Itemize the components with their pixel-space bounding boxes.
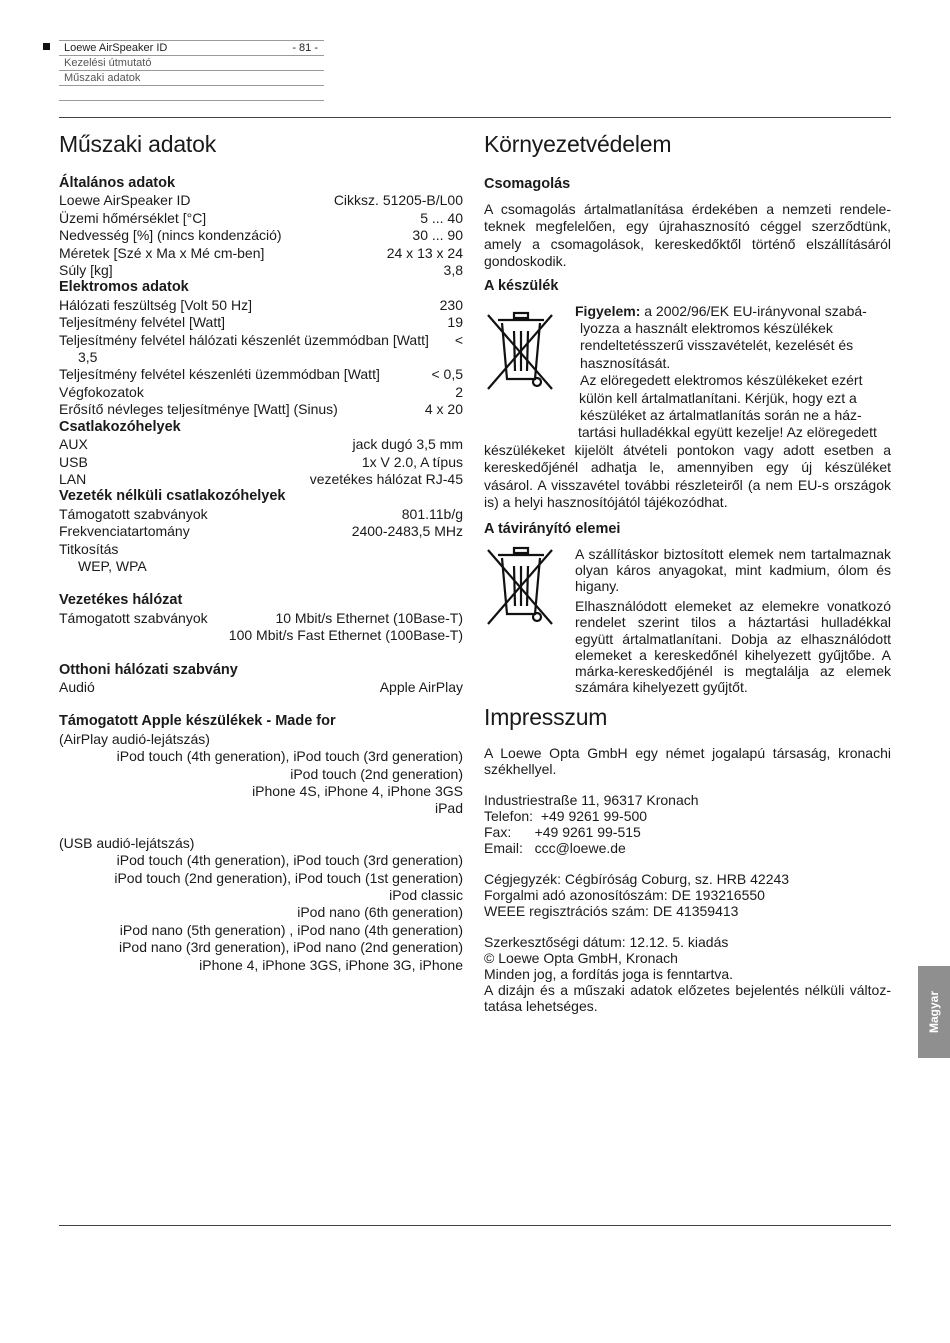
battery-disposal-block (484, 546, 891, 696)
spec-key: Támogatott szabványok (59, 505, 208, 522)
spec-row (59, 332, 463, 349)
spec-value: 19 (447, 314, 463, 331)
device-line: lyozza a használt elektromos készülékek (580, 320, 833, 337)
spec-key: AUX (59, 436, 88, 453)
spec-row (59, 436, 463, 453)
imprint-editorial (484, 934, 891, 1014)
general-heading: Általános adatok (59, 175, 176, 191)
spec-value: 10 Mbit/s Ethernet (10Base-T) (275, 609, 463, 626)
device-line: a 2002/96/EK EU-irányvonal szabá- (640, 302, 867, 319)
imprint-fax: Fax: +49 9261 99-515 (484, 824, 641, 841)
device-line: Az elöregedett elektromos készülékeket ezért (580, 372, 863, 389)
imprint-company-register: Cégjegyzék: Cégbíróság Coburg, sz. HRB 42243 (484, 871, 790, 888)
attention-label: Figyelem: (575, 302, 641, 319)
header-sub1: Kezelési útmutató (59, 55, 324, 70)
imprint-notice: A dizájn és a műszaki adatok előzetes bejelentés nélküli változ-tatása lehetséges. (484, 982, 891, 1015)
header-product: Loewe AirSpeaker ID (64, 42, 168, 54)
spec-row (59, 471, 463, 488)
header-sub2: Műszaki adatok (59, 70, 324, 85)
spec-value: 24 x 13 x 24 (386, 244, 463, 261)
left-column (59, 130, 463, 974)
page-header (59, 40, 324, 101)
spec-value: 4 x 20 (424, 401, 463, 418)
imprint-contact (484, 792, 891, 856)
spec-key: Nedvesség [%] (nincs kondenzáció) (59, 227, 282, 244)
page-number: - 81 - (292, 42, 318, 54)
spec-row (59, 610, 463, 627)
spec-key: Frekvenciatartomány (59, 523, 190, 540)
device-disposal-block (484, 303, 891, 512)
spec-value: 230 (439, 296, 463, 313)
imprint-date: Szerkesztőségi dátum: 12.12. 5. kiadás (484, 934, 729, 951)
usb-device-line: iPod nano (3rd generation), iPod nano (2nd generation) (118, 939, 463, 956)
imprint-email: Email: ccc@loewe.de (484, 840, 626, 857)
spec-row (59, 523, 463, 540)
spec-value: < 0,5 (431, 366, 463, 383)
spec-key: Teljesítmény felvétel hálózati készenlét üzemmódban [Watt] (59, 331, 429, 348)
device-text-rest: készülékeket kijelölt átvételi pontokon vagy adott esetben a kereskedőjénél adhatja le, amennyiben egy új készüléket vásárol. A visszavétel további részleteiről (a nem EU-s országok is) a helyi hasznosítójától tájékozódhat. (484, 441, 891, 511)
language-tab (918, 966, 950, 1058)
encryption-key: Titkosítás (59, 540, 119, 557)
wired-heading: Vezetékes hálózat (59, 592, 183, 609)
spec-row (59, 401, 463, 418)
imprint-registration (484, 871, 891, 919)
imprint-intro: A Loewe Opta GmbH egy német jogalapú társaság, kronachi székhellyel. (484, 745, 891, 778)
spec-value: Cikksz. 51205-B/L00 (333, 192, 463, 209)
apple-heading: Támogatott Apple készülékek - Made for (59, 713, 336, 730)
airplay-device-line: iPod touch (2nd generation) (290, 765, 463, 782)
environment-title: Környezetvédelem (484, 131, 672, 157)
header-bullet (43, 43, 50, 50)
airplay-label: (AirPlay audió-lejátszás) (59, 730, 210, 747)
spec-row (59, 297, 463, 314)
battery-text-p1: A szállításkor biztosított elemek nem tartalmaznak olyan káros anyagokat, mint kadmium, ólom és higany. (575, 545, 891, 594)
top-rule (59, 117, 891, 118)
remote-batteries-heading: A távirányító elemei (484, 520, 621, 537)
usb-device-line: iPod nano (6th generation) (297, 904, 463, 921)
spec-value: Apple AirPlay (379, 678, 463, 695)
spec-key: Súly [kg] (59, 262, 113, 279)
spec-value-lt: < (454, 331, 463, 348)
connectors-heading: Csatlakozóhelyek (59, 418, 181, 435)
usb-device-line: iPhone 4, iPhone 3GS, iPhone 3G, iPhone (199, 956, 463, 973)
spec-row (59, 227, 463, 244)
header-product-row (59, 40, 324, 55)
spec-key: LAN (59, 470, 87, 487)
spec-value: 3,8 (443, 262, 463, 279)
spec-value: 801.11b/g (401, 505, 463, 522)
usb-device-line: iPod nano (5th generation) , iPod nano (4th generation) (119, 921, 463, 938)
packaging-heading: Csomagolás (484, 176, 571, 192)
spec-key: Teljesítmény felvétel készenléti üzemmódban [Watt] (59, 366, 380, 383)
device-line: tartási hulladékkal együtt kezelje! Az elöregedett (578, 424, 877, 441)
airplay-device-line: iPad (434, 800, 463, 817)
spec-value: vezetékes hálózat RJ-45 (309, 470, 463, 487)
spec-key: Végfokozatok (59, 383, 144, 400)
usb-label: (USB audió-lejátszás) (59, 834, 195, 851)
imprint-vat-id: Forgalmi adó azonosítószám: DE 193216550 (484, 887, 765, 904)
device-line: készüléket az ártalmatlanítás során ne a ház- (580, 407, 862, 424)
spec-row (59, 384, 463, 401)
device-heading: A készülék (484, 277, 559, 294)
bottom-rule (59, 1225, 891, 1226)
device-line: hasznosítását. (580, 354, 671, 371)
usb-device-line: iPod classic (389, 887, 463, 904)
wireless-heading: Vezeték nélküli csatlakozóhelyek (59, 488, 286, 505)
airplay-device-line: iPhone 4S, iPhone 4, iPhone 3GS (252, 783, 463, 799)
spec-key: Méretek [Szé x Ma x Mé cm-ben] (59, 244, 265, 261)
spec-value: 30 ... 90 (412, 227, 463, 244)
spec-value-wrapped: 3,5 (78, 349, 98, 366)
spec-row (59, 679, 463, 696)
device-line: külön kell ártalmatlanítani. Kérjük, hogy ezt a (579, 389, 857, 406)
imprint-phone: Telefon: +49 9261 99-500 (484, 808, 648, 825)
imprint-rights: Minden jog, a fordítás joga is fenntartva. (484, 966, 734, 983)
electro-heading: Elektromos adatok (59, 279, 189, 296)
spec-row (59, 245, 463, 262)
header-empty-row (59, 85, 324, 101)
usb-device-line: iPod touch (2nd generation), iPod touch (1st generation) (114, 869, 463, 886)
packaging-text: A csomagolás ártalmatlanítása érdekében a nemzeti rendele-teknek megfelelően, egy újrahasznosító céggel szerződtünk, amely a csomagolások, kereskedőktől történő elszállításáról gondoskodik. (484, 201, 891, 270)
imprint-address: Industriestraße 11, 96317 Kronach (484, 792, 699, 809)
spec-key: Loewe AirSpeaker ID (59, 192, 191, 209)
spec-row (59, 210, 463, 227)
language-tab-label: Magyar (927, 990, 941, 1034)
spec-key: Audió (59, 678, 95, 695)
spec-key: Támogatott szabványok (59, 609, 208, 626)
spec-key: Üzemi hőmérséklet [°C] (59, 209, 207, 226)
device-line: rendeltetésszerű visszavételét, kezelését és (580, 337, 854, 354)
spec-row (59, 192, 463, 209)
spec-key: Hálózati feszültség [Volt 50 Hz] (59, 296, 252, 313)
spec-value: 2 (455, 383, 463, 400)
home-network-heading: Otthoni hálózati szabvány (59, 661, 238, 678)
imprint-title: Impresszum (484, 704, 608, 731)
right-column (484, 130, 891, 1014)
battery-text (575, 546, 891, 696)
device-text-wrapped (575, 303, 891, 442)
spec-row (59, 454, 463, 471)
spec-key: USB (59, 453, 88, 470)
encryption-value: WEP, WPA (78, 557, 147, 574)
spec-value: 5 ... 40 (420, 209, 463, 226)
battery-text-p2: Elhasználódott elemeket az elemekre vonatkozó rendelet szerint tilos a háztartási hulladékkal együtt ártalmatlanítani. Dobja az elhasználódott elemeket a kereskedőnél kihelyezett gyűjtőbe. A márka-kereskedőjénél is megtalálja az elemek számára kihelyezett gyűjtőt. (575, 598, 891, 696)
spec-value: 2400-2483,5 MHz (351, 523, 463, 540)
spec-row (59, 262, 463, 279)
crossed-bin-icon (484, 544, 556, 628)
spec-key: Erősítő névleges teljesítménye [Watt] (Sinus) (59, 401, 338, 418)
spec-value-line2: 100 Mbit/s Fast Ethernet (100Base-T) (228, 627, 463, 644)
spec-row (59, 314, 463, 331)
imprint-copyright: © Loewe Opta GmbH, Kronach (484, 950, 678, 967)
spec-row (59, 366, 463, 383)
tech-data-title: Műszaki adatok (59, 131, 216, 157)
spec-value: jack dugó 3,5 mm (352, 436, 463, 453)
spec-key: Teljesítmény felvétel [Watt] (59, 314, 225, 331)
spec-value: 1x V 2.0, A típus (361, 453, 463, 470)
usb-device-line: iPod touch (4th generation), iPod touch (3rd generation) (116, 852, 463, 869)
airplay-device-line: iPod touch (4th generation), iPod touch (3rd generation) (116, 748, 463, 765)
imprint-weee: WEEE regisztrációs szám: DE 41359413 (484, 903, 739, 920)
spec-row (59, 506, 463, 523)
crossed-bin-icon (484, 309, 556, 393)
